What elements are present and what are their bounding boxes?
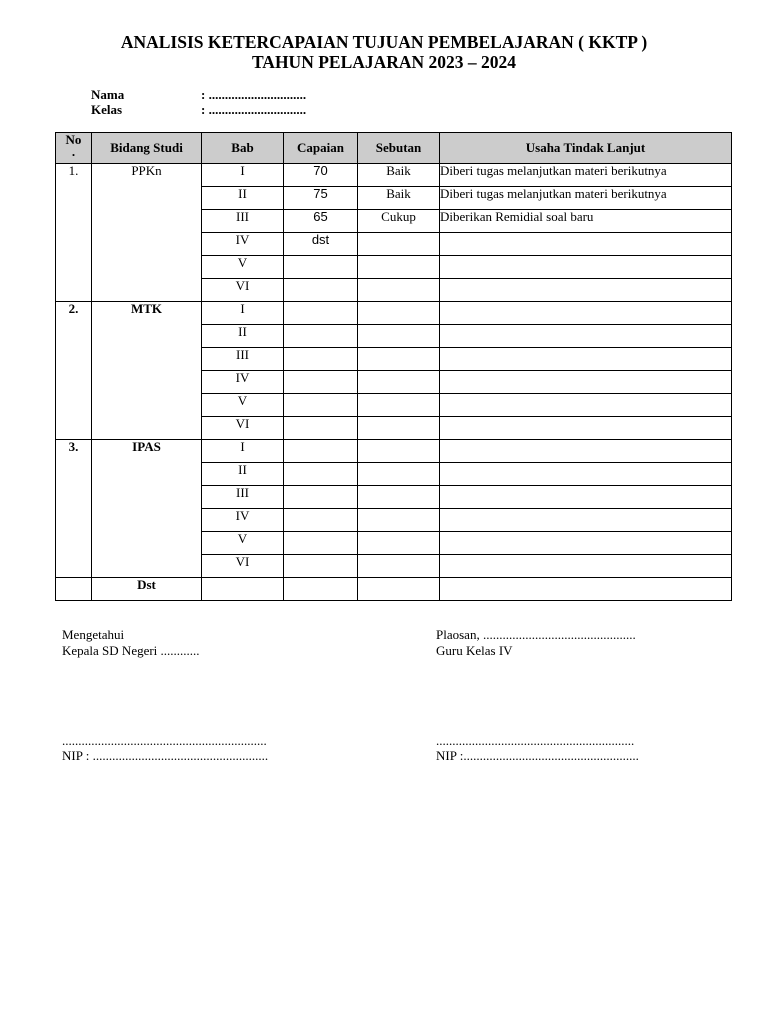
usaha-cell	[440, 463, 732, 486]
footer-sebutan-cell	[358, 578, 440, 601]
footer-bab-cell	[202, 578, 284, 601]
guru-signature-line: .............................................................	[436, 733, 635, 748]
footer-no-cell	[56, 578, 92, 601]
sebutan-cell: Cukup	[358, 210, 440, 233]
sebutan-cell	[358, 440, 440, 463]
bab-cell: V	[202, 532, 284, 555]
bab-cell: IV	[202, 509, 284, 532]
nama-label: Nama	[91, 87, 125, 102]
bab-cell: VI	[202, 417, 284, 440]
place-date-label: Plaosan, ...............................................	[436, 627, 636, 642]
sebutan-cell	[358, 417, 440, 440]
usaha-cell	[440, 325, 732, 348]
table-row	[56, 164, 732, 187]
capaian-cell	[284, 325, 358, 348]
sebutan-cell	[358, 486, 440, 509]
capaian-cell	[284, 279, 358, 302]
footer-capaian-cell	[284, 578, 358, 601]
header-no	[56, 133, 92, 164]
bab-cell: I	[202, 302, 284, 325]
bab-cell: II	[202, 463, 284, 486]
capaian-cell: 70	[284, 164, 358, 187]
nama-value: : ..............................	[201, 87, 307, 102]
capaian-cell	[284, 394, 358, 417]
guru-kelas-label: Guru Kelas IV	[436, 643, 513, 658]
usaha-cell	[440, 486, 732, 509]
capaian-cell: 75	[284, 187, 358, 210]
capaian-cell: 65	[284, 210, 358, 233]
table-header-row	[56, 133, 732, 164]
header-bab: Bab	[202, 133, 284, 164]
sebutan-cell: Baik	[358, 187, 440, 210]
sebutan-cell	[358, 509, 440, 532]
capaian-cell	[284, 486, 358, 509]
sebutan-cell	[358, 532, 440, 555]
sebutan-cell	[358, 233, 440, 256]
header-bidang-studi: Bidang Studi	[92, 133, 202, 164]
bab-cell: II	[202, 187, 284, 210]
bab-cell: V	[202, 256, 284, 279]
kepala-sekolah-label: Kepala SD Negeri ............	[62, 643, 200, 658]
row-number: 2.	[56, 302, 92, 440]
subject-name: MTK	[92, 302, 202, 440]
sebutan-cell	[358, 279, 440, 302]
bab-cell: III	[202, 210, 284, 233]
usaha-cell: Diberi tugas melanjutkan materi berikutnya	[440, 187, 732, 210]
bab-cell: I	[202, 440, 284, 463]
usaha-cell	[440, 394, 732, 417]
row-number: 1.	[56, 164, 92, 302]
kepala-signature-line: ...............................................................	[62, 733, 267, 748]
sebutan-cell: Baik	[358, 164, 440, 187]
mengetahui-label: Mengetahui	[62, 627, 125, 642]
sebutan-cell	[358, 325, 440, 348]
usaha-cell	[440, 532, 732, 555]
capaian-cell	[284, 256, 358, 279]
capaian-cell	[284, 440, 358, 463]
capaian-cell	[284, 555, 358, 578]
guru-nip: NIP :......................................................	[436, 748, 639, 763]
table-row	[56, 440, 732, 463]
usaha-cell	[440, 256, 732, 279]
bab-cell: III	[202, 348, 284, 371]
usaha-cell	[440, 348, 732, 371]
bab-cell: I	[202, 164, 284, 187]
usaha-cell: Diberikan Remidial soal baru	[440, 210, 732, 233]
footer-usaha-cell	[440, 578, 732, 601]
bab-cell: V	[202, 394, 284, 417]
capaian-cell	[284, 302, 358, 325]
sebutan-cell	[358, 371, 440, 394]
sebutan-cell	[358, 555, 440, 578]
header-capaian: Capaian	[284, 133, 358, 164]
sebutan-cell	[358, 256, 440, 279]
bab-cell: IV	[202, 371, 284, 394]
capaian-cell	[284, 371, 358, 394]
header-usaha-tindak-lanjut: Usaha Tindak Lanjut	[440, 133, 732, 164]
capaian-cell	[284, 417, 358, 440]
header-no-text: No	[65, 132, 82, 147]
usaha-cell	[440, 509, 732, 532]
capaian-cell	[284, 348, 358, 371]
kepala-nip: NIP : ......................................................	[62, 748, 269, 763]
capaian-cell	[284, 463, 358, 486]
usaha-cell	[440, 233, 732, 256]
kelas-value: : ..............................	[201, 102, 307, 117]
usaha-cell: Diberi tugas melanjutkan materi berikutnya	[440, 164, 732, 187]
sebutan-cell	[358, 463, 440, 486]
bab-cell: II	[202, 325, 284, 348]
table-footer-row	[56, 578, 732, 601]
kktp-table	[55, 132, 732, 601]
header-sebutan: Sebutan	[358, 133, 440, 164]
table-row	[56, 302, 732, 325]
academic-year-title: TAHUN PELAJARAN 2023 – 2024	[251, 52, 517, 72]
bab-cell: III	[202, 486, 284, 509]
nama-field	[91, 87, 306, 102]
subject-name: PPKn	[92, 164, 202, 302]
capaian-cell	[284, 509, 358, 532]
kelas-field	[91, 102, 306, 117]
sebutan-cell	[358, 302, 440, 325]
bab-cell: VI	[202, 279, 284, 302]
sebutan-cell	[358, 348, 440, 371]
subject-name: IPAS	[92, 440, 202, 578]
header-no-dot: .	[71, 144, 76, 159]
bab-cell: VI	[202, 555, 284, 578]
bab-cell: IV	[202, 233, 284, 256]
capaian-cell	[284, 532, 358, 555]
sebutan-cell	[358, 394, 440, 417]
document-title: ANALISIS KETERCAPAIAN TUJUAN PEMBELAJARAN ( KKTP )	[120, 32, 648, 52]
kelas-label: Kelas	[91, 102, 123, 117]
footer-dst-cell: Dst	[92, 578, 202, 601]
usaha-cell	[440, 417, 732, 440]
capaian-cell: dst	[284, 233, 358, 256]
usaha-cell	[440, 555, 732, 578]
usaha-cell	[440, 302, 732, 325]
row-number: 3.	[56, 440, 92, 578]
usaha-cell	[440, 440, 732, 463]
usaha-cell	[440, 371, 732, 394]
usaha-cell	[440, 279, 732, 302]
